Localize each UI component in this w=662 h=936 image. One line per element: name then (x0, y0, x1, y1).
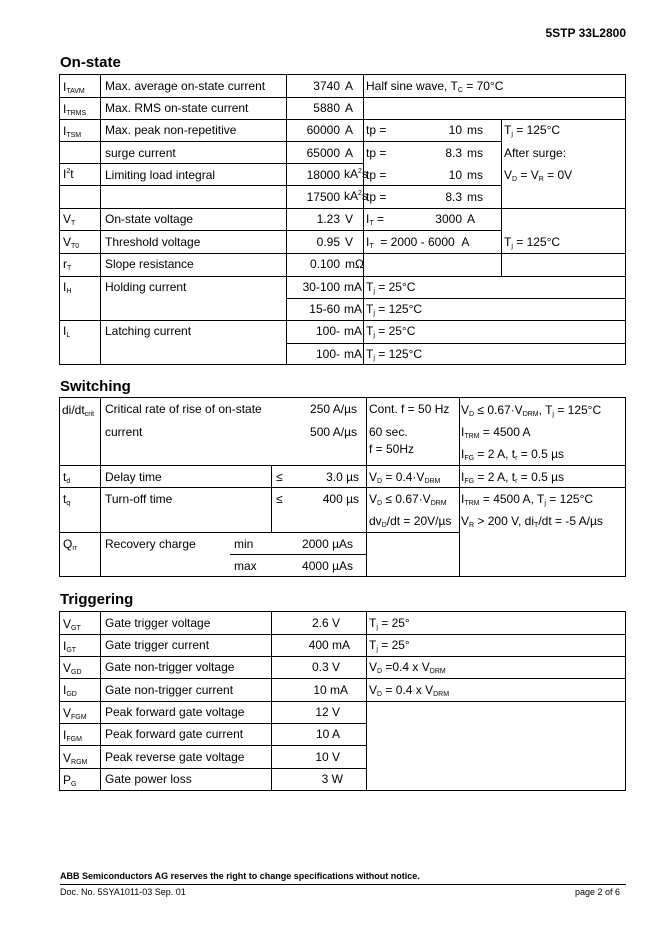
trig-value: 2.6 V (311, 616, 340, 630)
trig-value: 10 A (315, 727, 340, 741)
cond-tq-1: $V_D \le 0.67\cdot V_{DRM}$ (369, 492, 447, 507)
unit-il-1: mA (344, 324, 362, 338)
unit-itsm-2: A (345, 146, 354, 160)
cond-vt: $I_T$ = (366, 212, 384, 227)
trig-symbol: $V_{GD}$ (63, 661, 82, 676)
cond-vt0: $I_T = 2000 - 6000$ A (366, 235, 470, 250)
tp-value-1: 10 (448, 123, 462, 137)
cond-vt-unit: A (467, 212, 476, 226)
cond-didt-r2: $I_{TRM} = 4500$ A (461, 425, 531, 440)
desc-vt: On-state voltage (105, 212, 194, 226)
trig-value: 0.3 V (311, 660, 340, 674)
trig-value: 12 V (315, 705, 340, 719)
document-id: 5STP 33L2800 (545, 26, 626, 40)
trig-cond: $T_j = 25^\circ$ (369, 616, 410, 631)
value-il-1: 100- (315, 324, 340, 338)
trig-symbol: $I_{FGM}$ (63, 728, 82, 743)
trig-symbol: $P_G$ (63, 773, 77, 788)
tp-label-3: tp = (366, 168, 387, 182)
triggering-title: Triggering (60, 591, 134, 608)
cond-didt-1: Cont. f = 50 Hz (369, 402, 450, 416)
symbol-didt: $di/dt_{crit}$ (62, 403, 95, 418)
trig-cond: $V_D =0.4$ x $V_{DRM}$ (369, 660, 446, 675)
le-td: ≤ (276, 470, 283, 484)
trig-value: 3 W (321, 772, 343, 786)
value-itrms: 5880 (313, 101, 340, 115)
desc-tq: Turn-off time (105, 492, 173, 506)
symbol-vt0: $V_{T0}$ (63, 235, 80, 250)
value-il-2: 100- (315, 347, 340, 361)
tp-value-4: 8.3 (445, 190, 462, 204)
cond-vd-vr: $V_D = V_R = 0V$ (504, 168, 573, 183)
cond-vt-value: 3000 (435, 212, 462, 226)
symbol-itsm: $I_{TSM}$ (63, 124, 82, 139)
unit-ih-2: mA (344, 302, 362, 316)
desc-i2t: Limiting load integral (105, 168, 216, 182)
desc-qrr: Recovery charge (105, 537, 196, 551)
trig-value: 10 V (315, 750, 340, 764)
on-state-title: On-state (60, 54, 121, 71)
symbol-rt: $r_T$ (63, 257, 72, 272)
symbol-td: $t_d$ (63, 470, 71, 485)
desc-rt: Slope resistance (105, 257, 194, 271)
desc-td: Delay time (105, 470, 162, 484)
value-qrr-min: 2000 µAs (302, 537, 353, 551)
unit-itsm-1: A (345, 123, 354, 137)
value-ih-2: 15-60 (309, 302, 340, 316)
footer-divider (60, 884, 626, 885)
trig-cond: $T_j = 25^\circ$ (369, 638, 410, 653)
trig-symbol: $V_{RGM}$ (63, 751, 88, 766)
trig-symbol: $I_{GD}$ (63, 683, 77, 698)
cond-ih-1: $T_j = 25^\circ C$ (366, 280, 416, 295)
cond-il-2: $T_j = 125^\circ C$ (366, 347, 423, 362)
trig-symbol: $V_{FGM}$ (63, 706, 87, 721)
switching-title: Switching (60, 378, 131, 395)
cond-didt-r1: $V_D \le 0.67\cdot V_{DRM}$, $T_j = 125^\circ C$ (461, 403, 602, 418)
desc-itavm: Max. average on-state current (105, 79, 266, 93)
unit-i2t-2: $kA^2s$ (344, 189, 368, 203)
tp-value-2: 8.3 (445, 146, 462, 160)
trig-value: 10 mA (313, 683, 348, 697)
trig-symbol: $I_{GT}$ (63, 639, 77, 654)
cond-td-r: $I_{FG} = 2$ A, $t_r = 0.5$ µs (461, 470, 565, 485)
tp-value-3: 10 (448, 168, 462, 182)
symbol-ih: $I_H$ (63, 280, 72, 295)
le-tq: ≤ (276, 492, 283, 506)
tp-unit-4: ms (467, 190, 483, 204)
value-qrr-max: 4000 µAs (302, 559, 353, 573)
cond-itavm: Half sine wave, $T_C = 70^\circ C$ (366, 79, 504, 94)
unit-ih-1: mA (344, 280, 362, 294)
cond-didt-2a: 60 sec. (369, 425, 408, 439)
value-itavm: 3740 (313, 79, 340, 93)
value-ih-1: 30-100 (302, 280, 340, 294)
value-didt-2: 500 A/µs (310, 425, 357, 439)
cond-td: $V_D = 0.4\cdot V_{DRM}$ (369, 470, 441, 485)
symbol-itrms: $I_{TRMS}$ (63, 102, 87, 117)
cond-tq-2: $dv_D/dt = 20V/\mu s$ (369, 514, 452, 529)
symbol-vt: $V_T$ (63, 212, 76, 227)
symbol-il: $I_L$ (63, 324, 71, 339)
unit-itrms: A (345, 101, 354, 115)
cond-didt-2b: f = 50Hz (369, 442, 415, 456)
trig-value: 400 mA (308, 638, 350, 652)
value-i2t-2: 17500 (306, 190, 340, 204)
cond-tj-125-a: $T_j = 125^\circ C$ (504, 123, 561, 138)
trig-desc: Gate trigger current (105, 638, 210, 652)
cond-ih-2: $T_j = 125^\circ C$ (366, 302, 423, 317)
value-didt-1: 250 A/µs (310, 402, 357, 416)
footer-note: ABB Semiconductors AG reserves the right to change specifications without notice. (60, 871, 420, 881)
cond-il-1: $T_j = 25^\circ C$ (366, 324, 416, 339)
desc-itrms: Max. RMS on-state current (105, 101, 249, 115)
unit-itavm: A (345, 79, 354, 93)
value-td: 3.0 µs (326, 470, 359, 484)
desc-il: Latching current (105, 324, 192, 338)
value-itsm-2: 65000 (306, 146, 340, 160)
value-rt: 0.100 (309, 257, 340, 271)
trig-desc: Gate non-trigger current (105, 683, 234, 697)
value-itsm-1: 60000 (306, 123, 340, 137)
cond-didt-r3: $I_{FG} = 2$ A, $t_r = 0.5$ µs (461, 447, 565, 462)
trig-desc: Peak reverse gate voltage (105, 750, 245, 764)
symbol-itavm: $I_{TAVM}$ (63, 80, 85, 95)
value-i2t-1: 18000 (306, 168, 340, 182)
tp-label-1: tp = (366, 123, 387, 137)
trig-symbol: $V_{GT}$ (63, 617, 81, 632)
trig-desc: Peak forward gate current (105, 727, 244, 741)
symbol-tq: $t_q$ (63, 492, 71, 507)
desc-didt-2: current (105, 425, 143, 439)
footer-page-number: page 2 of 6 (574, 887, 620, 897)
tp-label-4: tp = (366, 190, 387, 204)
unit-i2t-1: $kA^2s$ (344, 167, 368, 181)
unit-vt: V (345, 212, 354, 226)
cond-tq-r2: $V_R > 200$ V, $di_T/dt = -5$ A/µs (461, 514, 603, 529)
trig-desc: Gate non-trigger voltage (105, 660, 235, 674)
symbol-i2t: $I^2t$ (63, 167, 74, 181)
trig-desc: Gate trigger voltage (105, 616, 211, 630)
value-tq: 400 µs (322, 492, 359, 506)
trig-desc: Gate power loss (105, 772, 192, 786)
desc-itsm-2: surge current (105, 146, 176, 160)
desc-vt0: Threshold voltage (105, 235, 201, 249)
cond-tq-r1: $I_{TRM} = 4500$ A, $T_j = 125^\circ C$ (461, 492, 594, 507)
value-vt0: 0.95 (316, 235, 340, 249)
unit-vt0: V (345, 235, 354, 249)
trig-desc: Peak forward gate voltage (105, 705, 245, 719)
desc-itsm-1: Max. peak non-repetitive (105, 123, 237, 137)
tp-unit-3: ms (467, 168, 483, 182)
unit-il-2: mA (344, 347, 362, 361)
symbol-qrr: $Q_{rr}$ (63, 537, 78, 552)
footer-doc-number: Doc. No. 5SYA1011-03 Sep. 01 (60, 887, 186, 897)
cond-tj-125-b: $T_j = 125^\circ C$ (504, 235, 561, 250)
value-vt: 1.23 (316, 212, 340, 226)
desc-ih: Holding current (105, 280, 187, 294)
tp-unit-2: ms (467, 146, 483, 160)
tp-unit-1: ms (467, 123, 483, 137)
label-qrr-max: max (234, 559, 257, 573)
trig-cond: $V_D = 0.4$ x $V_{DRM}$ (369, 683, 450, 698)
cond-after-surge: After surge: (504, 146, 567, 160)
tp-label-2: tp = (366, 146, 387, 160)
label-qrr-min: min (234, 537, 254, 551)
unit-rt: mΩ (345, 257, 364, 271)
desc-didt-1: Critical rate of rise of on-state (105, 402, 262, 416)
